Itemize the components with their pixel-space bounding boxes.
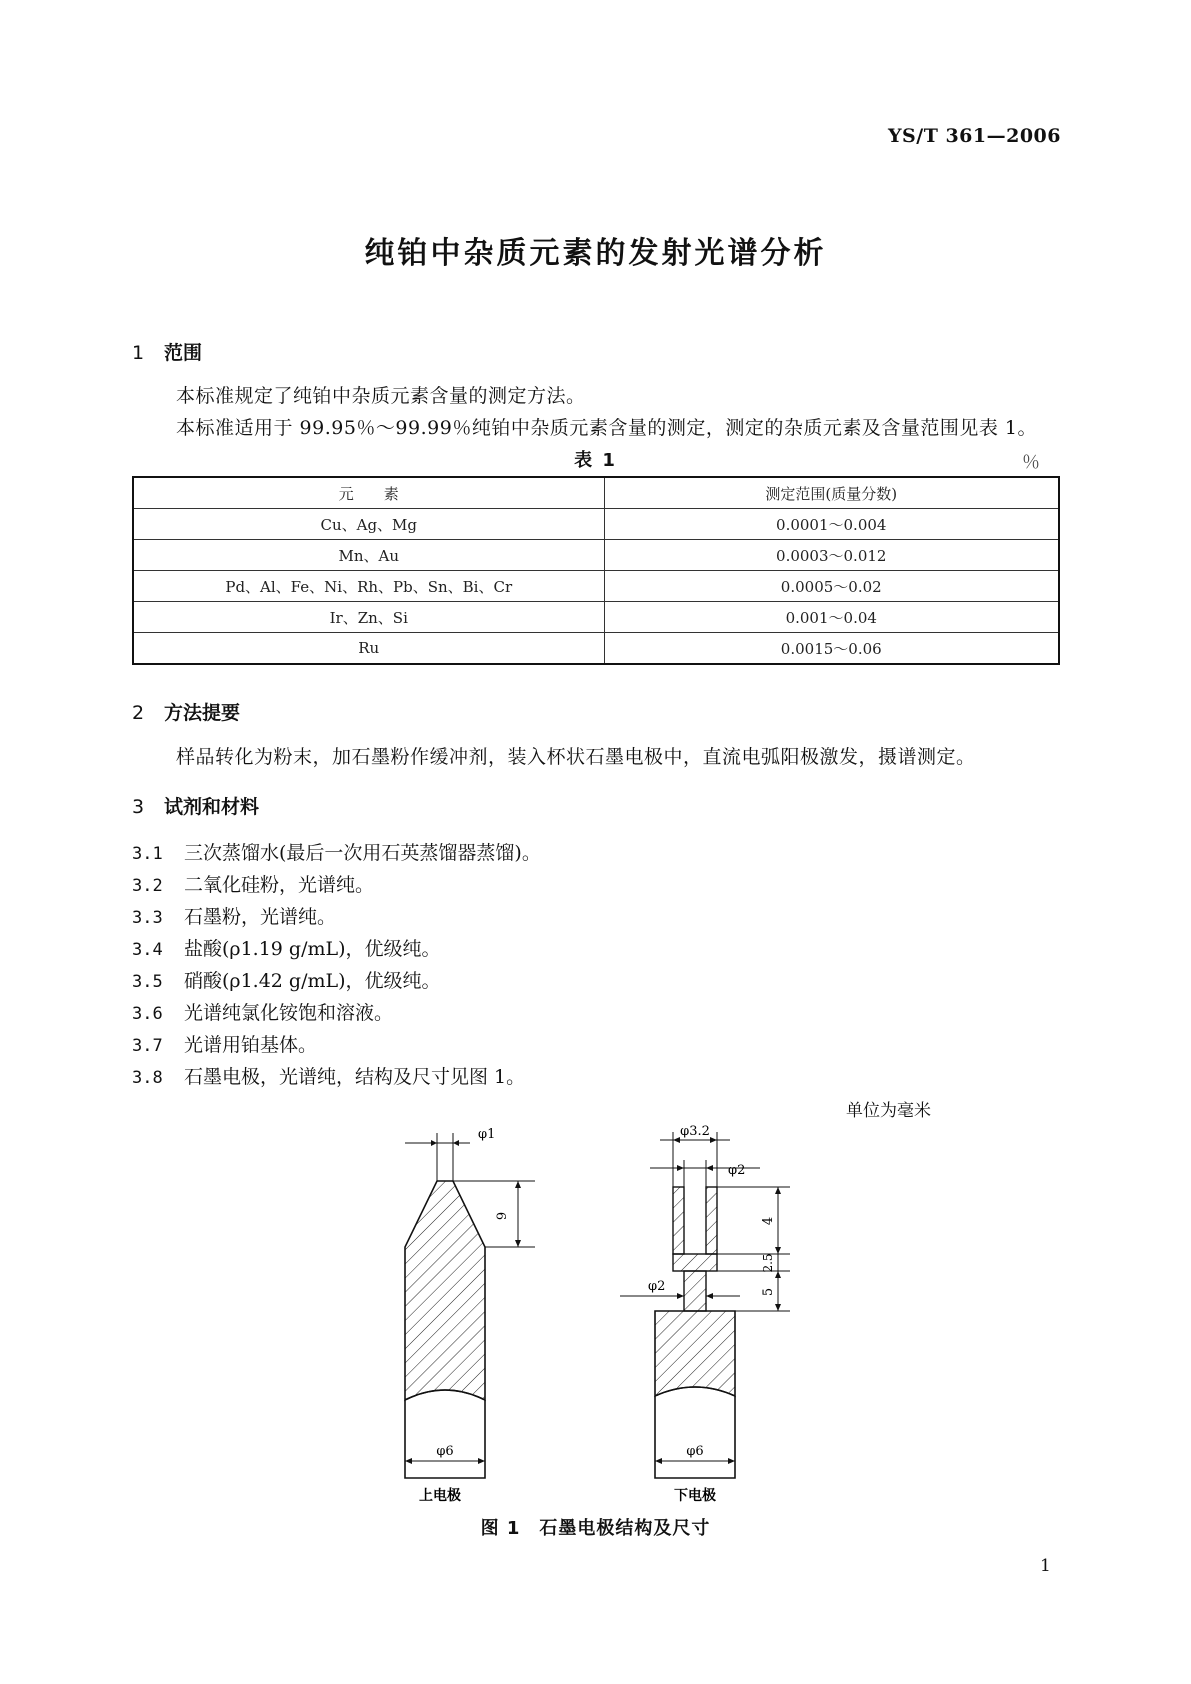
item-number: 3.2: [132, 876, 163, 896]
section-3-number: 3: [132, 796, 145, 818]
upper-electrode-label: 上电极: [419, 1488, 461, 1504]
section-2-number: 2: [132, 702, 145, 724]
section-2-title: 方法提要: [164, 702, 241, 724]
lower-dim-cup: φ2: [728, 1163, 746, 1178]
upper-dim-height: 9: [495, 1211, 510, 1221]
item-number: 3.5: [132, 972, 163, 992]
lower-dim-outer: φ3.2: [680, 1124, 710, 1139]
table-cell-element: Cu、Ag、Mg: [133, 509, 604, 540]
item-text: 光谱用铂基体。: [184, 1034, 318, 1056]
section-1-paragraph-2: 本标准适用于 99.95％～99.99％纯铂中杂质元素含量的测定，测定的杂质元素及含量范围见表 1。: [176, 417, 1037, 439]
table-1-unit: ％: [1022, 452, 1040, 473]
upper-electrode-body: [405, 1181, 485, 1400]
table-cell-element: Ir、Zn、Si: [133, 602, 604, 633]
table-cell-element: Mn、Au: [133, 540, 604, 571]
table-cell-range: 0.0003～0.012: [604, 540, 1059, 571]
section-3-title: 试剂和材料: [164, 796, 260, 818]
standard-code: YS/T 361—2006: [887, 125, 1061, 147]
item-text: 硝酸(ρ1.42 g/mL)，优级纯。: [184, 970, 441, 992]
lower-dim-depth: 4: [761, 1216, 776, 1226]
lower-dim-gap: 2.5: [761, 1253, 775, 1273]
item-number: 3.4: [132, 940, 163, 960]
table-cell-element: Ru: [133, 633, 604, 665]
section-1-number: 1: [132, 342, 145, 364]
figure-1-caption: 图 1 石墨电极结构及尺寸: [480, 1518, 711, 1539]
upper-dim-body: φ6: [436, 1444, 454, 1459]
table-cell-element: Pd、Al、Fe、Ni、Rh、Pb、Sn、Bi、Cr: [133, 571, 604, 602]
upper-electrode: [405, 1133, 535, 1478]
item-number: 3.3: [132, 908, 163, 928]
item-text: 石墨电极，光谱纯，结构及尺寸见图 1。: [184, 1066, 526, 1088]
table-1-caption: 表 1: [574, 450, 617, 471]
lower-dim-neck: 5: [761, 1287, 776, 1297]
item-text: 光谱纯氯化铵饱和溶液。: [184, 1002, 394, 1024]
lower-dim-body: φ6: [686, 1444, 704, 1459]
table-cell-range: 0.0015～0.06: [604, 633, 1059, 665]
table-header-element: 元 素: [133, 477, 604, 509]
table-cell-range: 0.0001～0.004: [604, 509, 1059, 540]
lower-electrode: [620, 1132, 790, 1478]
item-text: 盐酸(ρ1.19 g/mL)，优级纯。: [184, 938, 441, 960]
upper-dim-tip: φ1: [478, 1127, 496, 1142]
lower-electrode-label: 下电极: [674, 1488, 716, 1504]
item-number: 3.7: [132, 1036, 163, 1056]
figure-unit-note: 单位为毫米: [846, 1101, 931, 1121]
lower-dim-neck-dia: φ2: [648, 1279, 666, 1294]
section-1-title: 范围: [164, 342, 203, 364]
item-text: 二氧化硅粉，光谱纯。: [184, 874, 375, 896]
item-text: 三次蒸馏水(最后一次用石英蒸馏器蒸馏)。: [184, 842, 541, 864]
item-number: 3.8: [132, 1068, 163, 1088]
section-1-paragraph-1: 本标准规定了纯铂中杂质元素含量的测定方法。: [176, 385, 586, 407]
item-number: 3.6: [132, 1004, 163, 1024]
table-cell-range: 0.0005～0.02: [604, 571, 1059, 602]
item-text: 石墨粉，光谱纯。: [184, 906, 337, 928]
table-header-range: 测定范围(质量分数): [604, 477, 1059, 509]
document-title: 纯铂中杂质元素的发射光谱分析: [364, 236, 827, 271]
item-number: 3.1: [132, 844, 163, 864]
section-2-paragraph-1: 样品转化为粉末，加石墨粉作缓冲剂，装入杯状石墨电极中，直流电弧阳极激发，摄谱测定。: [176, 746, 976, 768]
table-cell-range: 0.001～0.04: [604, 602, 1059, 633]
page-number: 1: [1040, 1556, 1051, 1576]
